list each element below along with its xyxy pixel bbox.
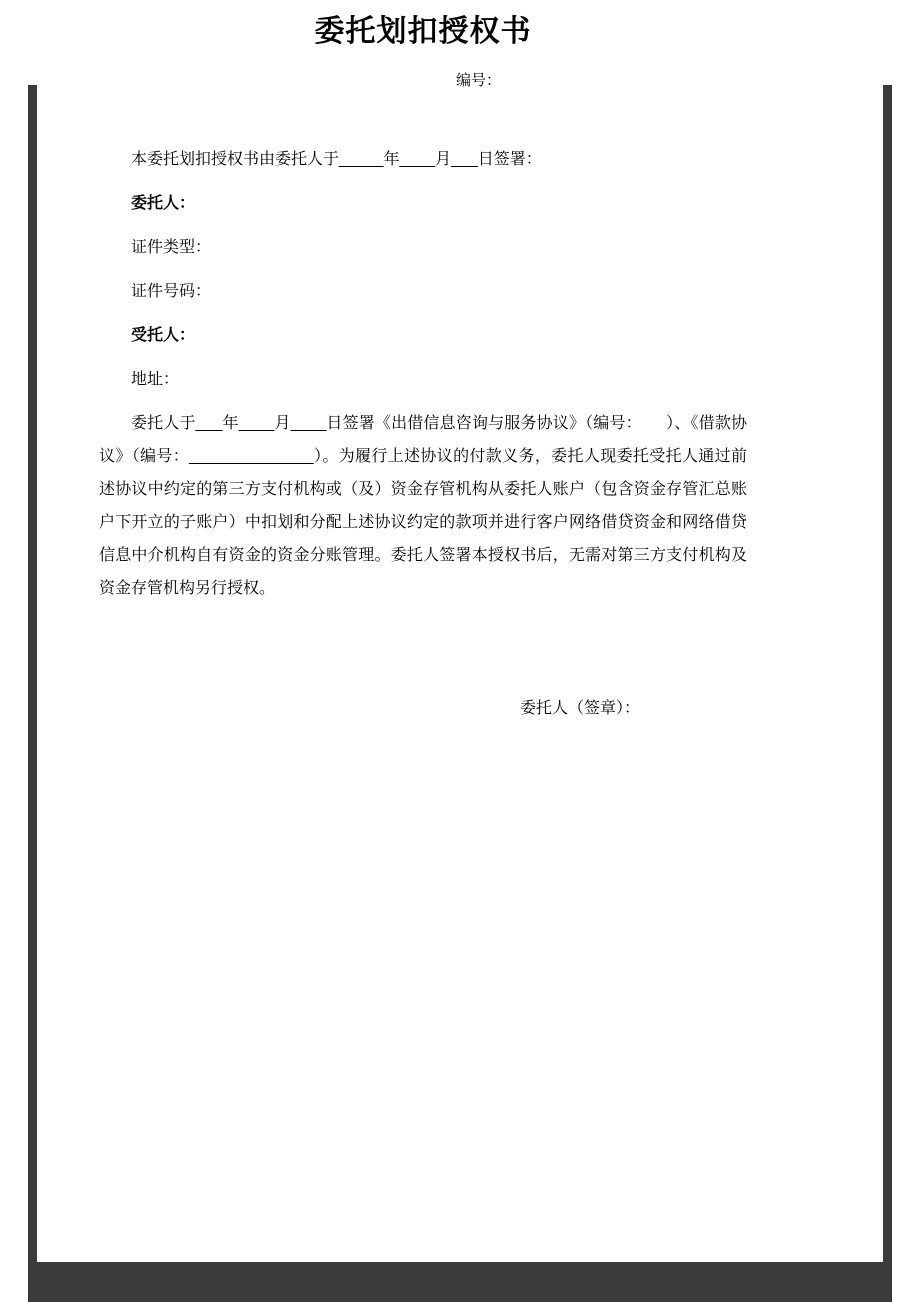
field-address: 地址：: [131, 371, 180, 388]
document-title: 委托划扣授权书: [314, 15, 532, 48]
field-trustee: 受托人：: [131, 327, 196, 344]
authorization-paragraph: 委托人于___年____月____日签署《出借信息咨询与服务协议》（编号： ）、《借款协议》（编号：______________）。为履行上述协议的付款义务，委托人现委托受托人通过前述协议中约定的第三方支付机构或（及）资金存管机构从委托人账户（包含资金存管汇总账户下开立的子账户）中扣划和分配上述协议约定的款项并进行客户网络借贷资金和网络借贷信息中介机构自有资金的资金分账管理。委托人签署本授权书后，无需对第三方支付机构及资金存管机构另行授权。: [99, 415, 747, 597]
field-principal: 委托人：: [131, 195, 196, 212]
document-content: [99, 0, 747, 725]
field-id-type: 证件类型：: [131, 239, 212, 256]
signature-line: 委托人（签章）：: [520, 700, 641, 717]
field-id-number: 证件号码：: [131, 283, 212, 300]
doc-number-label: 编号：: [456, 72, 502, 89]
intro-paragraph: 本委托划扣授权书由委托人于_____年____月___日签署：: [131, 151, 542, 168]
